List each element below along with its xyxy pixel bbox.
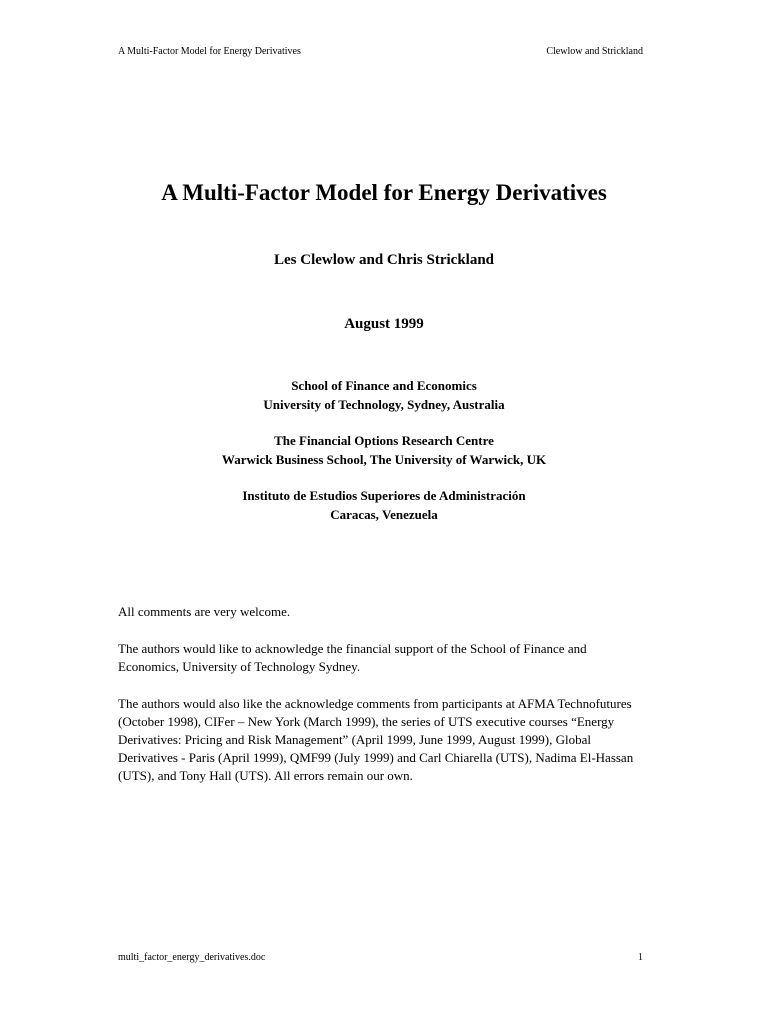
paper-authors: Les Clewlow and Chris Strickland bbox=[273, 252, 495, 268]
affiliation-line: The Financial Options Research Centre bbox=[274, 433, 494, 448]
affiliation-line: University of Technology, Sydney, Australia bbox=[263, 397, 505, 412]
paragraph-line: Economics, University of Technology Sydney. bbox=[118, 659, 361, 674]
paragraph-line: The authors would also like the acknowledge comments from participants at AFMA Technofutures bbox=[118, 696, 632, 711]
footer-filename: multi_factor_energy_derivatives.doc bbox=[118, 952, 266, 963]
affiliation-line: Caracas, Venezuela bbox=[330, 507, 438, 522]
affiliation-1 bbox=[0, 376, 768, 414]
comments-acknowledgement-paragraph bbox=[118, 695, 648, 785]
affiliation-line: School of Finance and Economics bbox=[291, 378, 477, 393]
header-authors: Clewlow and Strickland bbox=[546, 46, 643, 57]
comments-paragraph bbox=[118, 603, 648, 621]
paragraph-line: All comments are very welcome. bbox=[118, 604, 291, 619]
header-title: A Multi-Factor Model for Energy Derivatives bbox=[118, 46, 301, 57]
affiliation-3 bbox=[0, 486, 768, 524]
affiliation-line: Instituto de Estudios Superiores de Administración bbox=[242, 488, 526, 503]
paper-date: August 1999 bbox=[344, 316, 424, 332]
paragraph-line: (October 1998), CIFer – New York (March 1999), the series of UTS executive courses “Energy bbox=[118, 714, 615, 729]
paragraph-line: (UTS), and Tony Hall (UTS). All errors remain our own. bbox=[118, 768, 413, 783]
page-number: 1 bbox=[638, 952, 643, 963]
paragraph-line: The authors would like to acknowledge the financial support of the School of Finance and bbox=[118, 641, 587, 656]
paragraph-line: Derivatives - Paris (April 1999), QMF99 (July 1999) and Carl Chiarella (UTS), Nadima El-Hassan bbox=[118, 750, 634, 765]
paragraph-line: Derivatives: Pricing and Risk Management” (April 1999, June 1999, August 1999), Global bbox=[118, 732, 591, 747]
affiliation-2 bbox=[0, 431, 768, 469]
affiliation-line: Warwick Business School, The University of Warwick, UK bbox=[221, 452, 547, 467]
funding-acknowledgement-paragraph bbox=[118, 640, 648, 676]
paper-title: A Multi-Factor Model for Energy Derivatives bbox=[161, 180, 607, 205]
